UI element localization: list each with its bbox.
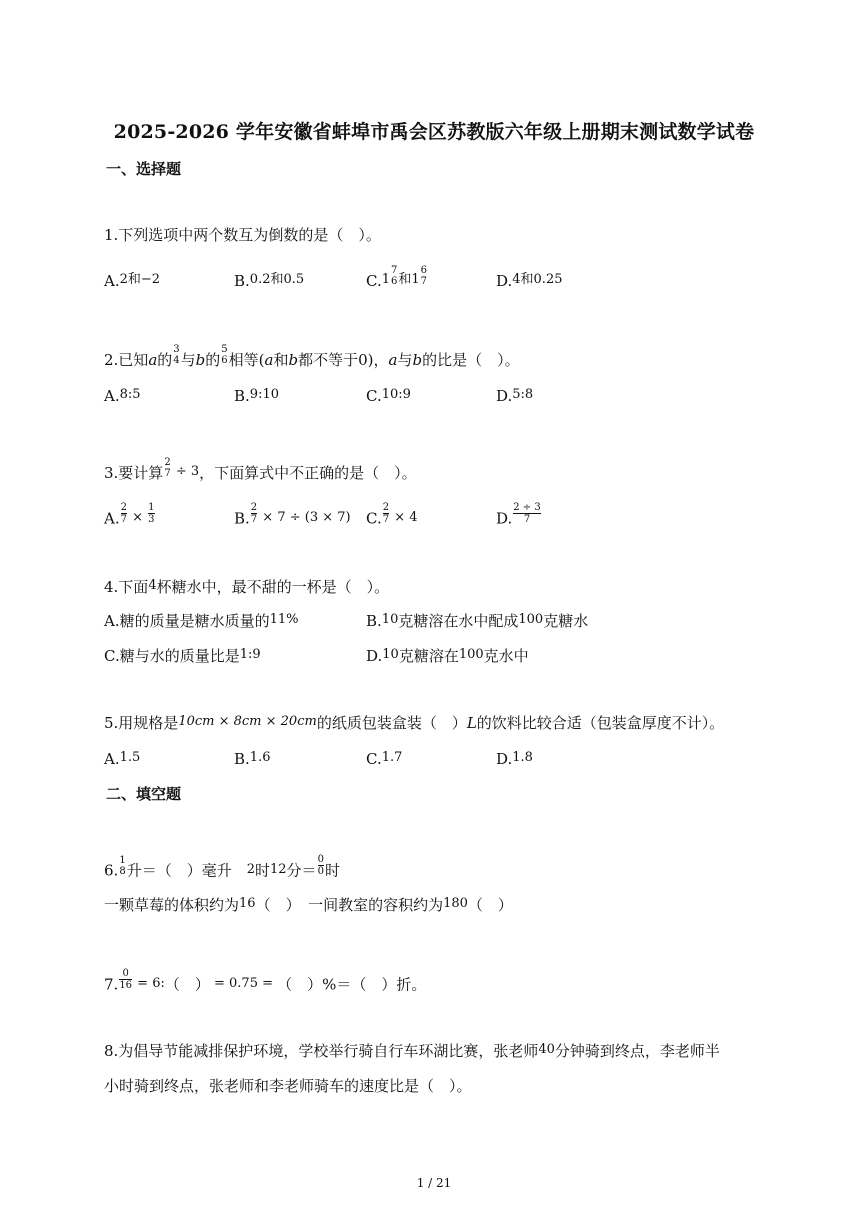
page-number: 1 / 21	[416, 1176, 452, 1190]
question-3-option-c: C. $\frac{2}{7}$ × 4	[366, 502, 418, 528]
question-1-option-b: B.0.2和0.5	[234, 272, 305, 290]
question-2-stem: 2.已知a的 3 4 与b的 5 6 相等(a和b都不等于0)，a与b的比是（ ）。	[104, 344, 520, 369]
question-3-option-b: B. $\frac{2}{7}$ × 7 ÷ (3 × 7)	[234, 502, 351, 528]
question-5-option-a: A.1.5	[104, 750, 141, 768]
question-6-line-1: 6. 1 8 升＝（ ）毫升 2时12分＝ $\frac{0}{0}$ 时	[104, 854, 340, 880]
question-1-stem: 1.下列选项中两个数互为倒数的是（ ）。	[104, 226, 381, 244]
question-5-option-c: C.1.7	[366, 750, 403, 768]
section-heading-choice: 一、选择题	[106, 160, 182, 178]
question-5-option-b: B.1.6	[234, 750, 271, 768]
question-3-stem: 3.要计算 2 7 ÷ 3，下面算式中不正确的是（ ）。	[104, 457, 417, 482]
question-1-option-c: C.1 7 6 和1 6 7	[366, 265, 428, 290]
question-4-option-b: B.10克糖溶在水中配成100克糖水	[366, 612, 589, 630]
question-5-stem: 5.用规格是10cm × 8cm × 20cm的纸质包装盒装（ ）L的饮料比较合适（包装盒厚度不计）。	[104, 714, 725, 732]
question-1-option-a: A.2和−2	[104, 272, 161, 290]
question-1-option-d: D.4和0.25	[496, 272, 563, 290]
section-heading-fill: 二、填空题	[106, 785, 182, 803]
page-title: 2025-2026 学年安徽省蚌埠市禹会区苏教版六年级上册期末测试数学试卷	[113, 121, 755, 143]
question-8-line-2: 小时骑到终点，张老师和李老师骑车的速度比是（ ）。	[104, 1077, 472, 1095]
question-2-option-d: D.5:8	[496, 387, 534, 405]
question-3-option-d: D. $\frac{2 \div 3}{7}$	[496, 502, 541, 528]
question-7-stem: 7. $\frac{0}{16}$ = 6:（ ） = 0.75 = （ ）%＝（ ）折。	[104, 968, 427, 994]
question-5-option-d: D.1.8	[496, 750, 533, 768]
question-2-option-b: B.9:10	[234, 387, 279, 405]
question-3-option-a: A. $\frac{2}{7}$ × $\frac{1}{3}$	[104, 502, 155, 528]
question-4-option-a: A.糖的质量是糖水质量的11%	[104, 612, 299, 630]
question-6-line-2: 一颗草莓的体积约为16（ ） 一间教室的容积约为180（ ）	[104, 896, 513, 914]
question-8-line-1: 8.为倡导节能减排保护环境，学校举行骑自行车环湖比赛，张老师40分钟骑到终点，李老师半	[104, 1042, 720, 1060]
question-4-stem: 4.下面4杯糖水中，最不甜的一杯是（ ）。	[104, 578, 390, 596]
question-2-option-a: A.8:5	[104, 387, 141, 405]
question-4-option-c: C.糖与水的质量比是1:9	[104, 647, 261, 665]
question-4-option-d: D.10克糖溶在100克水中	[366, 647, 529, 665]
question-2-option-c: C.10:9	[366, 387, 411, 405]
